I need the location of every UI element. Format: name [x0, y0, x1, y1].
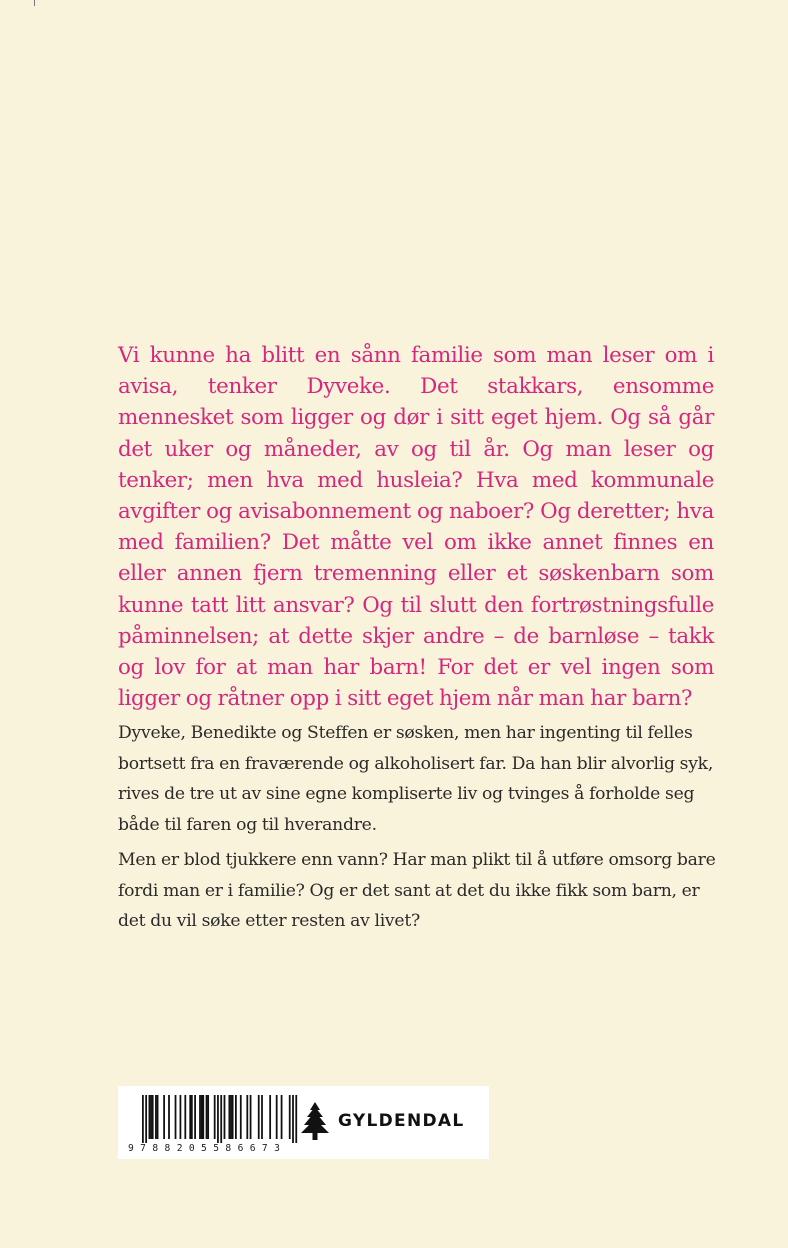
blurb-paragraph-2: Men er blod tjukkere enn vann? Har man plikt til å utføre omsorg bare fordi man er i familie? Og er det sant at det du ikke fikk som barn, er det du vil søke etter resten av livet?: [118, 850, 716, 932]
tree-icon: [301, 1102, 329, 1140]
barcode-bar: [295, 1095, 297, 1143]
barcode-bar: [289, 1095, 291, 1139]
barcode-bar: [202, 1095, 204, 1139]
barcode-bar: [246, 1095, 248, 1139]
barcode-bar: [261, 1095, 263, 1139]
barcode-bar: [191, 1095, 193, 1139]
blurb-paragraph-1: Dyveke, Benedikte og Steffen er søsken, men har ingenting til felles bortsett fra en fraværende og alkoholisert far. Da han blir alvorlig syk, rives de tre ut av sine egne kompliserte liv og tvinges å forholde seg både til faren og til hverandre.: [118, 723, 714, 835]
barcode-bar: [224, 1095, 226, 1139]
barcode-bar: [292, 1095, 294, 1143]
publisher-logo: [301, 1102, 464, 1140]
barcode: [128, 1095, 300, 1143]
barcode-bar: [163, 1095, 165, 1139]
barcode-bar: [201, 1095, 203, 1139]
barcode-bar: [199, 1095, 201, 1139]
barcode-bar: [281, 1095, 283, 1139]
barcode-bar: [228, 1095, 230, 1139]
barcode-bar: [207, 1095, 209, 1139]
barcode-bar: [145, 1095, 147, 1143]
publisher-name: GYLDENDAL: [338, 1111, 465, 1131]
barcode-panel: [118, 1086, 489, 1159]
barcode-bar: [180, 1095, 182, 1139]
barcode-bar: [240, 1095, 242, 1139]
barcode-bar: [157, 1095, 159, 1139]
barcode-bar: [168, 1095, 170, 1139]
barcode-bar: [184, 1095, 186, 1139]
barcode-bar: [217, 1095, 219, 1143]
barcode-bar: [152, 1095, 154, 1139]
barcode-bar: [214, 1095, 216, 1139]
isbn-number: 9788205586673: [128, 1143, 287, 1154]
crop-mark: [34, 0, 35, 6]
barcode-bar: [150, 1095, 152, 1139]
barcode-bar: [206, 1095, 208, 1139]
barcode-bar: [149, 1095, 151, 1139]
barcode-bar: [258, 1095, 260, 1139]
barcode-bar: [155, 1095, 157, 1139]
barcode-bar: [276, 1095, 278, 1139]
barcode-bar: [232, 1095, 234, 1139]
barcode-bar: [189, 1095, 191, 1139]
excerpt-quote: Vi kunne ha blitt en sånn familie som man leser om i avisa, tenker Dyveke. Det stakkars, ensomme mennesket som ligger og dør i sitt eget hjem. Og så går det uker og måneder, av og til år. Og man leser og tenker; men hva med husleia? Hva med kommunale avgifter og avisabonnement og naboer? Og deretter; hva med familien? Det måtte vel om ikke annet finnes en eller annen fjern tremenning eller et søskenbarn som kunne tatt litt ansvar? Og til slutt den fortrøstningsfulle påminnelsen; at dette skjer andre – de barnløse – takk og lov for at man har barn! For det er vel ingen som ligger og råtner opp i sitt eget hjem når man har barn?: [118, 343, 714, 712]
barcode-bar: [230, 1095, 232, 1139]
barcode-bar: [194, 1095, 196, 1139]
barcode-bar: [250, 1095, 252, 1139]
barcode-bar: [175, 1095, 177, 1139]
barcode-bar: [269, 1095, 271, 1139]
barcode-bar: [142, 1095, 144, 1143]
barcode-bar: [235, 1095, 237, 1139]
barcode-bar: [220, 1095, 222, 1143]
